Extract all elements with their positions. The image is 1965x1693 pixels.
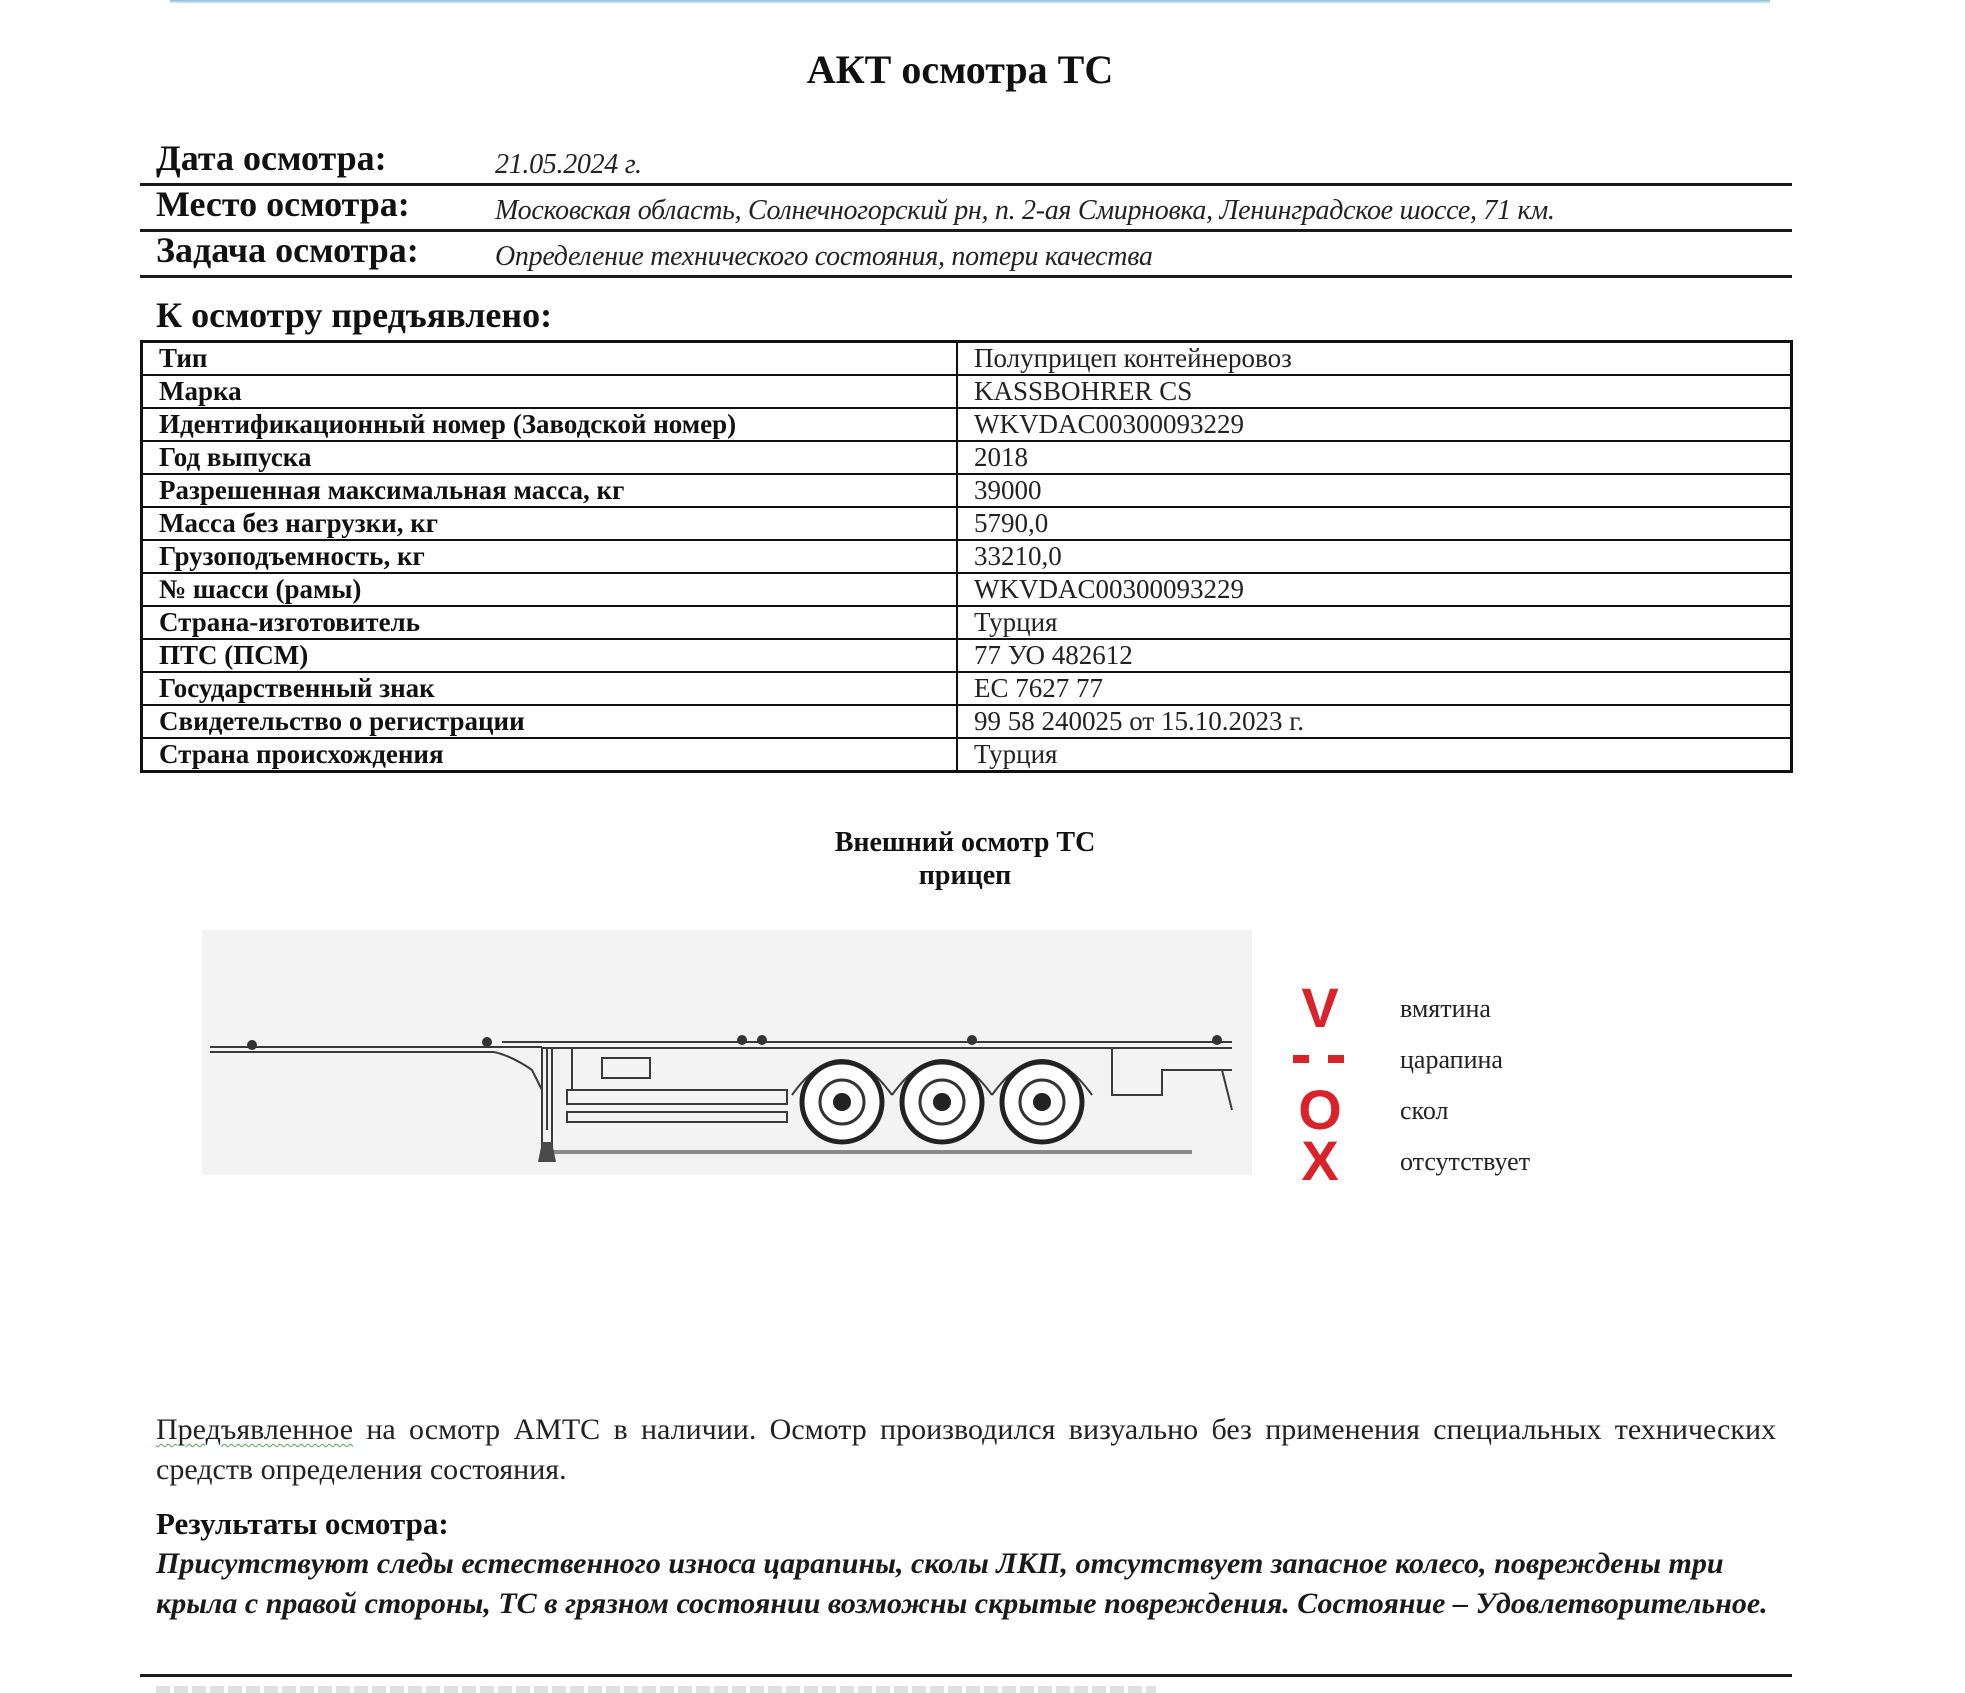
table-row xyxy=(142,474,1792,507)
table-row xyxy=(142,342,1792,376)
spec-key: Тип xyxy=(142,342,958,376)
presented-section-title: К осмотру предъявлено: xyxy=(156,295,553,335)
document-title: АКТ осмотра ТС xyxy=(806,47,1114,92)
field-inspection-place xyxy=(140,183,1792,232)
field-inspection-date xyxy=(140,137,1792,186)
chip-mark-icon: O xyxy=(1298,1078,1342,1141)
spec-value: WKVDAC00300093229 xyxy=(957,573,1792,606)
trailer-diagram xyxy=(202,930,1252,1175)
spec-key: ПТС (ПСМ) xyxy=(142,639,958,672)
dash xyxy=(1293,1055,1309,1063)
inspection-note xyxy=(156,1410,1776,1490)
spec-value: 2018 xyxy=(957,441,1792,474)
table-row xyxy=(142,672,1792,705)
spec-value: WKVDAC00300093229 xyxy=(957,408,1792,441)
table-row xyxy=(142,639,1792,672)
missing-mark-icon: X xyxy=(1301,1129,1339,1192)
spec-value: 33210,0 xyxy=(957,540,1792,573)
cut-off-text-line xyxy=(156,1686,1156,1693)
field-label: Дата осмотра: xyxy=(156,138,387,178)
trailer-side-view-icon xyxy=(202,930,1252,1175)
spec-value: 77 УО 482612 xyxy=(957,639,1792,672)
table-row xyxy=(142,408,1792,441)
spec-key: Страна-изготовитель xyxy=(142,606,958,639)
top-border-line xyxy=(170,0,1770,3)
field-label: Задача осмотра: xyxy=(156,230,419,270)
legend-label: скол xyxy=(1400,1096,1449,1125)
table-row xyxy=(142,606,1792,639)
inspection-note-first-word: Предъявленное xyxy=(156,1413,354,1446)
spec-key: Свидетельство о регистрации xyxy=(142,705,958,738)
dent-mark-icon: V xyxy=(1301,976,1339,1039)
spec-value: Полуприцеп контейнеровоз xyxy=(957,342,1792,376)
table-row xyxy=(142,705,1792,738)
table-row xyxy=(142,738,1792,772)
legend-label: отсутствует xyxy=(1400,1147,1531,1176)
spec-key: № шасси (рамы) xyxy=(142,573,958,606)
spec-key: Разрешенная максимальная масса, кг xyxy=(142,474,958,507)
landing-foot xyxy=(538,1142,556,1162)
legend-label: вмятина xyxy=(1400,994,1491,1023)
results-title: Результаты осмотра: xyxy=(156,1506,449,1541)
spec-key: Государственный знак xyxy=(142,672,958,705)
table-row xyxy=(142,573,1792,606)
results-text: Присутствуют следы естественного износа царапины, сколы ЛКП, отсутствует запасное колесо, повреждены три крыла с правой стороны, ТС в грязном состоянии возможны скрытые повреждения. Состояние – Удовлетворительное. xyxy=(156,1547,1768,1620)
spec-value: Турция xyxy=(957,606,1792,639)
external-inspection-title: Внешний осмотр ТС xyxy=(834,827,1096,858)
table-row xyxy=(142,540,1792,573)
spec-key: Идентификационный номер (Заводской номер) xyxy=(142,408,958,441)
spec-key: Год выпуска xyxy=(142,441,958,474)
results-underline xyxy=(140,1674,1792,1677)
field-label: Место осмотра: xyxy=(156,184,410,224)
table-row xyxy=(142,441,1792,474)
table-row xyxy=(142,507,1792,540)
spec-key: Страна происхождения xyxy=(142,738,958,772)
spec-value: KASSBOHRER CS xyxy=(957,375,1792,408)
field-value: Московская область, Солнечногорский рн, п. 2-ая Смирновка, Ленинградское шоссе, 71 км. xyxy=(495,195,1555,226)
spec-value: 39000 xyxy=(957,474,1792,507)
spec-value: 99 58 240025 от 15.10.2023 г. xyxy=(957,705,1792,738)
vehicle-spec-table xyxy=(140,340,1793,773)
spec-value: 5790,0 xyxy=(957,507,1792,540)
field-inspection-task xyxy=(140,229,1792,278)
external-inspection-subtitle: прицеп xyxy=(918,860,1012,891)
external-inspection-heading xyxy=(0,826,1930,892)
inspection-note-text: на осмотр АМТС в наличии. Осмотр производился визуально без применения специальных технических средств определения состояния. xyxy=(156,1413,1776,1486)
legend-label: царапина xyxy=(1400,1045,1503,1074)
spec-value: Турция xyxy=(957,738,1792,772)
wheels xyxy=(802,1062,1082,1142)
field-value: 21.05.2024 г. xyxy=(495,149,642,180)
spec-value: ЕС 7627 77 xyxy=(957,672,1792,705)
dash xyxy=(1328,1055,1344,1063)
spec-key: Марка xyxy=(142,375,958,408)
field-value: Определение технического состояния, потери качества xyxy=(495,241,1153,272)
table-row xyxy=(142,375,1792,408)
spec-key: Масса без нагрузки, кг xyxy=(142,507,958,540)
spec-key: Грузоподъемность, кг xyxy=(142,540,958,573)
